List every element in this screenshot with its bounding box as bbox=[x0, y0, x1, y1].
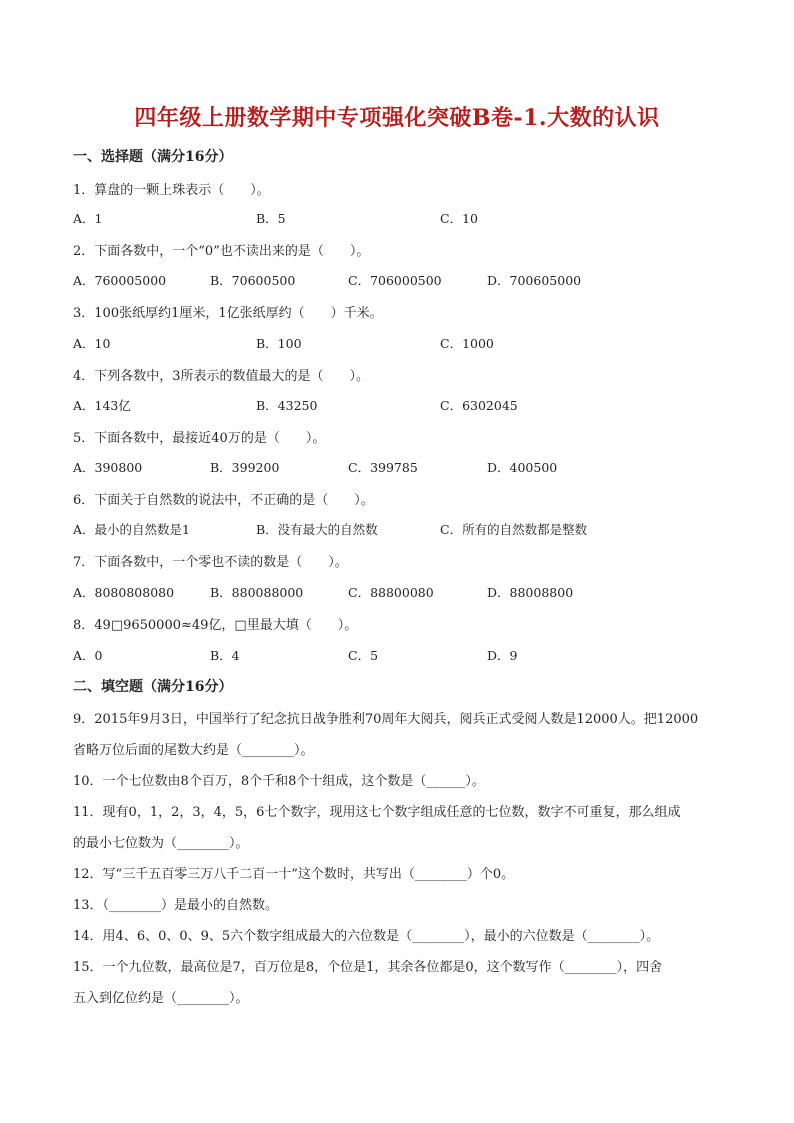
options-4 bbox=[73, 396, 733, 414]
options-7 bbox=[73, 583, 733, 601]
options-8 bbox=[73, 646, 733, 664]
options-3 bbox=[73, 334, 733, 352]
option-b: B．70600500 bbox=[210, 273, 296, 288]
option-a: A．8080808080 bbox=[73, 585, 175, 600]
question-10: 10．一个七位数由8个百万，8个千和8个十组成，这个数是（______）。 bbox=[73, 774, 485, 789]
option-c: C．399785 bbox=[348, 460, 418, 475]
option-d: D．400500 bbox=[487, 460, 558, 475]
options-1 bbox=[73, 209, 733, 227]
option-b: B．399200 bbox=[210, 460, 280, 475]
options-6 bbox=[73, 520, 733, 538]
question-3: 3．100张纸厚约1厘米，1亿张纸厚约（ ）千米。 bbox=[73, 306, 383, 321]
options-2 bbox=[73, 271, 733, 289]
question-1: 1．算盘的一颗上珠表示（ ）。 bbox=[73, 183, 270, 198]
option-c: C．1000 bbox=[440, 336, 494, 351]
option-b: B．没有最大的自然数 bbox=[256, 522, 378, 537]
question-8: 8．49□9650000≈49亿，□里最大填（ ）。 bbox=[73, 618, 358, 633]
option-b: B．43250 bbox=[256, 398, 318, 413]
question-6: 6．下面关于自然数的说法中，不正确的是（ ）。 bbox=[73, 493, 374, 508]
option-d: D．88008800 bbox=[487, 585, 574, 600]
page-title: 四年级上册数学期中专项强化突破B卷-1.大数的认识 bbox=[134, 105, 660, 131]
option-c: C．88800080 bbox=[348, 585, 434, 600]
option-d: D．9 bbox=[487, 648, 518, 663]
option-b: B．880088000 bbox=[210, 585, 304, 600]
question-9-line-2: 省略万位后面的尾数大约是（________）。 bbox=[73, 743, 314, 758]
option-a: A．1 bbox=[73, 211, 103, 226]
question-14: 14．用4、6、0、0、9、5六个数字组成最大的六位数是（________），最小的六位数是（________）。 bbox=[73, 929, 660, 944]
option-c: C．706000500 bbox=[348, 273, 442, 288]
question-4: 4．下列各数中，3所表示的数值最大的是（ ）。 bbox=[73, 369, 370, 384]
question-13: 13．（________）是最小的自然数。 bbox=[73, 898, 279, 913]
question-15-line-2: 五入到亿位约是（________）。 bbox=[73, 991, 249, 1006]
question-11-line-2: 的最小七位数为（________）。 bbox=[73, 836, 249, 851]
question-9-line-1: 9．2015年9月3日，中国举行了纪念抗日战争胜利70周年大阅兵，阅兵正式受阅人数是12000人。把12000 bbox=[73, 712, 699, 727]
option-d: D．700605000 bbox=[487, 273, 582, 288]
option-c: C．10 bbox=[440, 211, 478, 226]
option-a: A．最小的自然数是1 bbox=[73, 522, 190, 537]
question-7: 7．下面各数中，一个零也不读的数是（ ）。 bbox=[73, 555, 348, 570]
question-11-line-1: 11．现有0，1，2，3，4，5，6七个数字，现用这七个数字组成任意的七位数，数字不可重复，那么组成 bbox=[73, 805, 681, 820]
option-a: A．390800 bbox=[73, 460, 143, 475]
option-c: C．5 bbox=[348, 648, 379, 663]
option-a: A．760005000 bbox=[73, 273, 167, 288]
section-heading-choice: 一、选择题（满分16分） bbox=[73, 149, 233, 165]
options-5 bbox=[73, 458, 733, 476]
option-b: B．100 bbox=[256, 336, 302, 351]
option-a: A．143亿 bbox=[73, 398, 131, 413]
section-heading-fill: 二、填空题（满分16分） bbox=[73, 679, 233, 695]
option-b: B．5 bbox=[256, 211, 286, 226]
option-a: A．0 bbox=[73, 648, 103, 663]
question-12: 12．写“三千五百零三万八千二百一十”这个数时，共写出（________）个0。 bbox=[73, 867, 515, 882]
option-a: A．10 bbox=[73, 336, 111, 351]
question-2: 2．下面各数中，一个“0”也不读出来的是（ ）。 bbox=[73, 244, 370, 259]
option-c: C．6302045 bbox=[440, 398, 518, 413]
question-15-line-1: 15．一个九位数，最高位是7，百万位是8，个位是1，其余各位都是0，这个数写作（________），四舍 bbox=[73, 960, 663, 975]
question-5: 5．下面各数中，最接近40万的是（ ）。 bbox=[73, 431, 326, 446]
option-c: C．所有的自然数都是整数 bbox=[440, 522, 588, 537]
option-b: B．4 bbox=[210, 648, 240, 663]
